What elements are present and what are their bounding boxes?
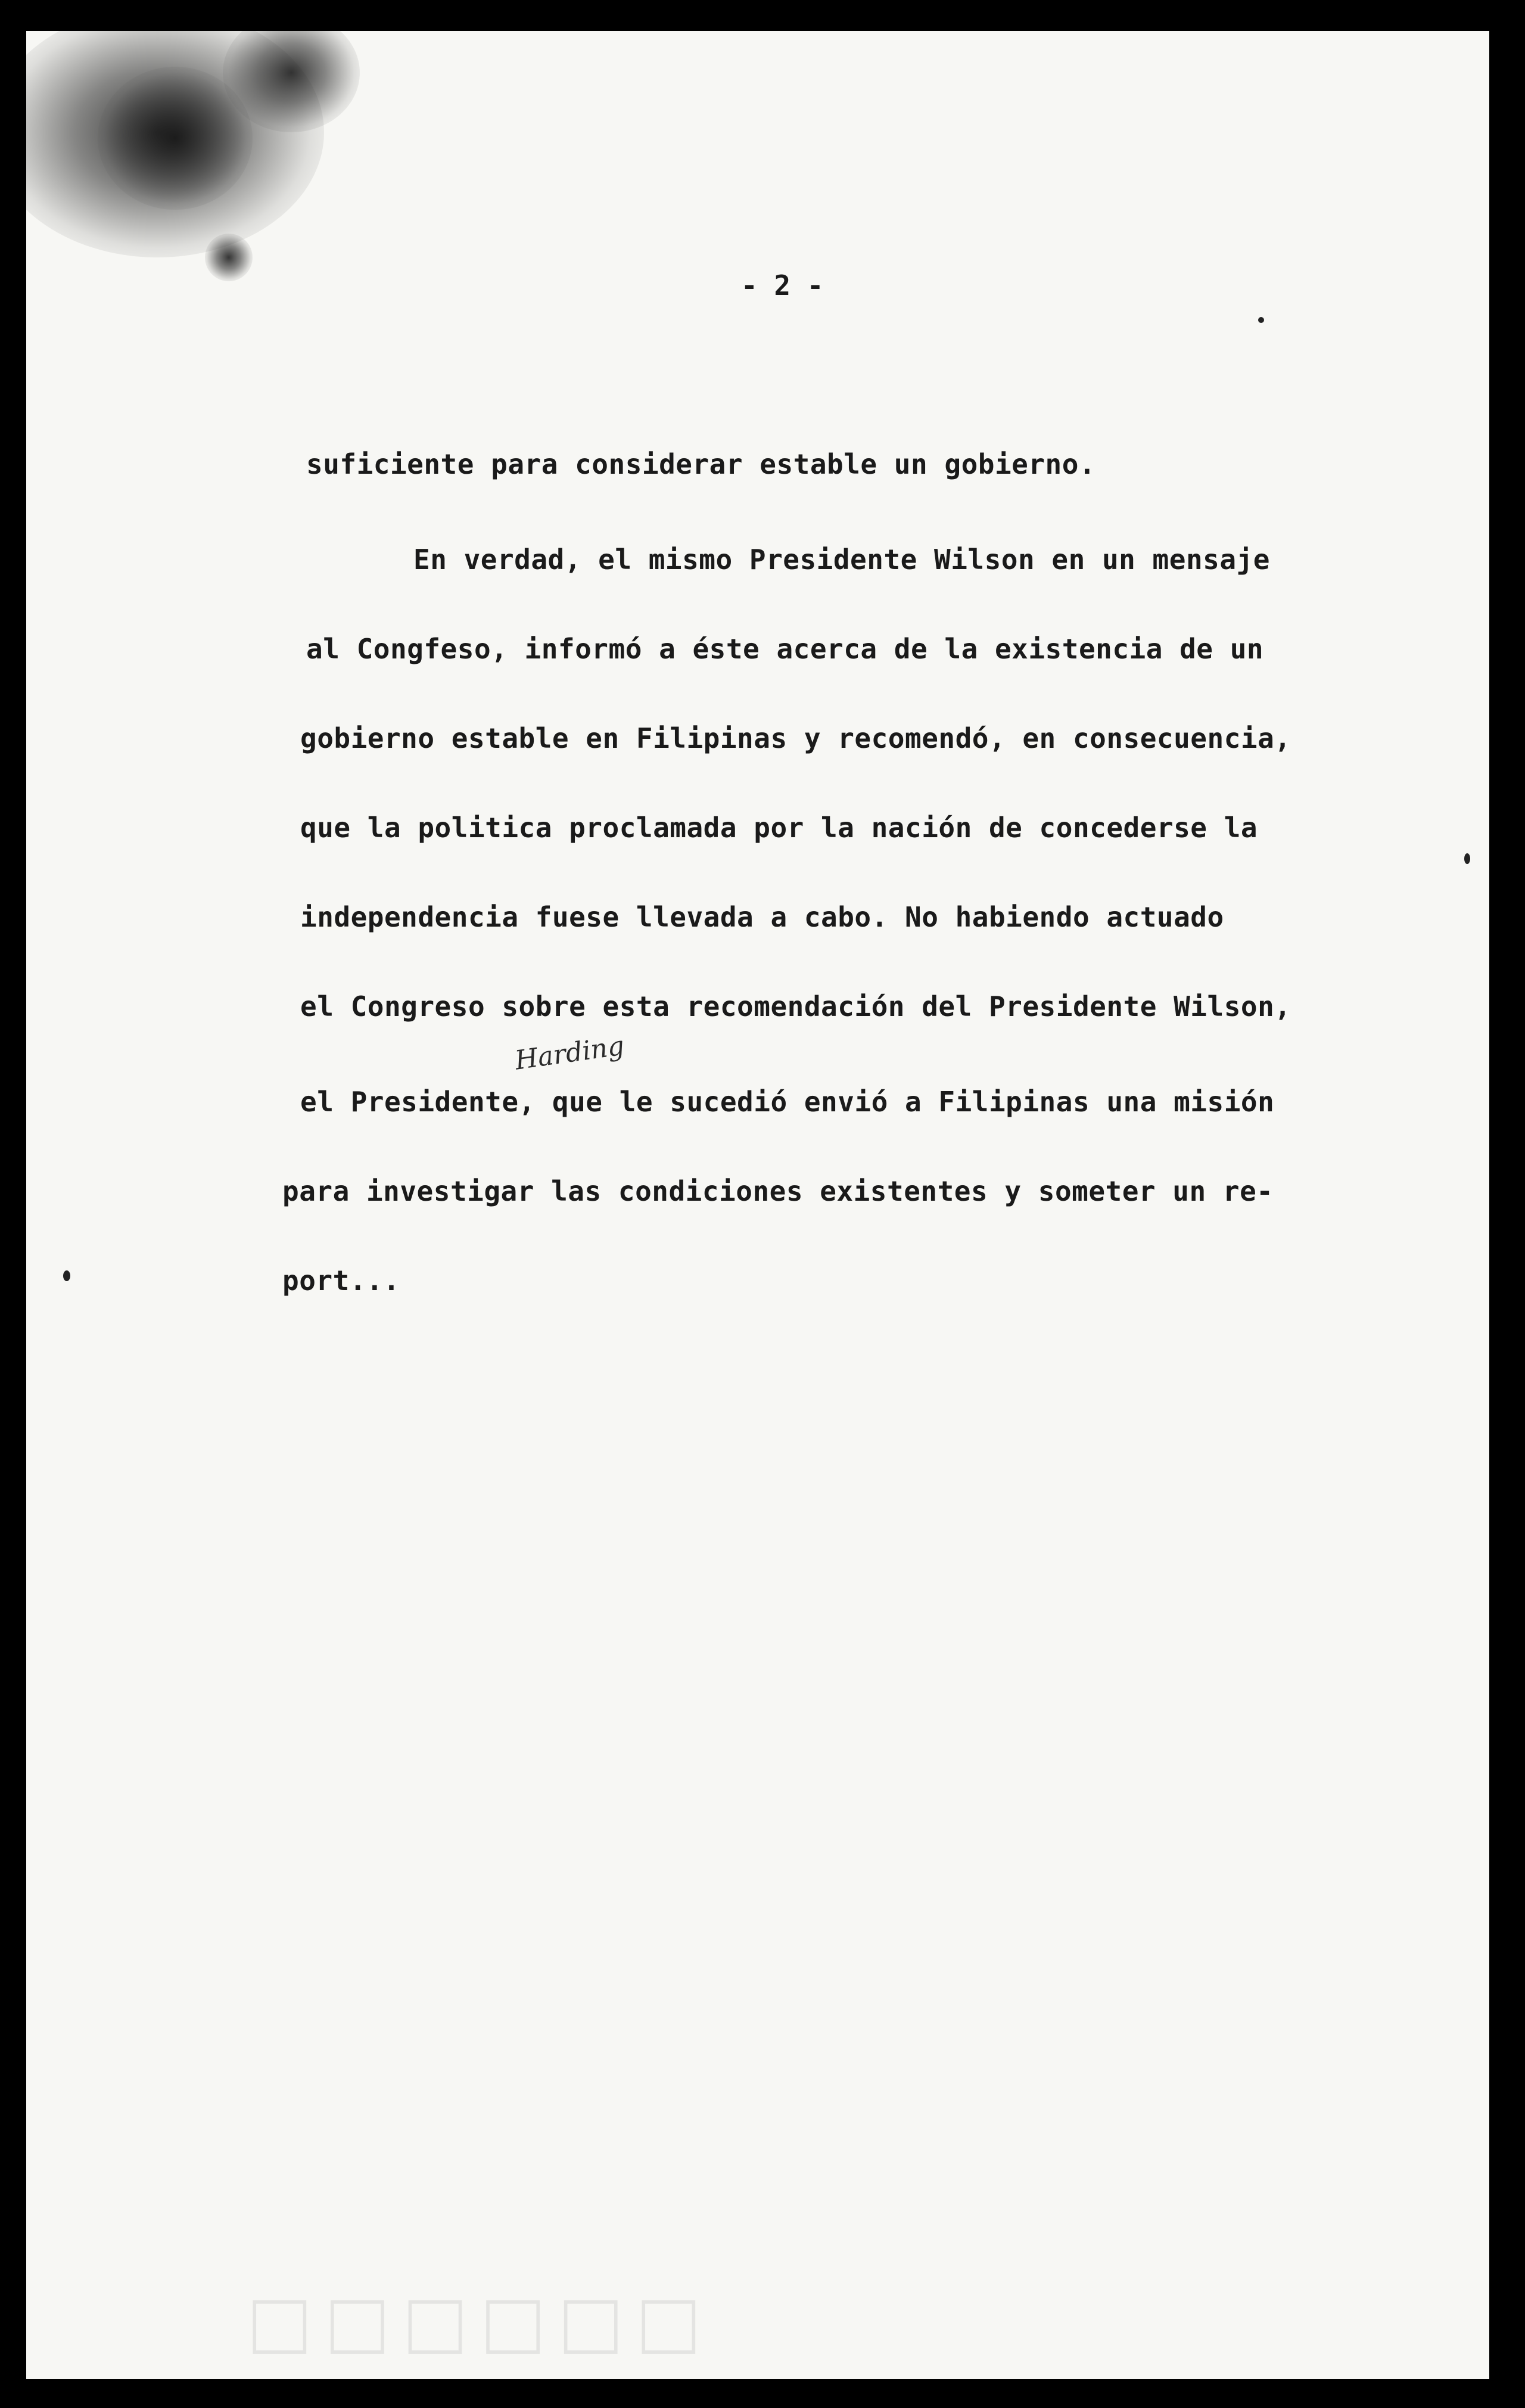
document-page (26, 31, 1489, 2379)
ink-speck (1464, 853, 1470, 864)
text-line-5: que la politica proclamada por la nación de concederse la (300, 812, 1258, 844)
ink-speck (1258, 317, 1264, 323)
faint-watermark: □□□□□□ (253, 2273, 720, 2373)
text-line-10: port... (282, 1264, 400, 1297)
text-line-9: para investigar las condiciones existentes y someter un re- (282, 1175, 1274, 1207)
text-line-6: independencia fuese llevada a cabo. No habiendo actuado (300, 901, 1224, 933)
text-line-1: suficiente para considerar estable un gobierno. (306, 448, 1096, 480)
text-line-7: el Congreso sobre esta recomendación del Presidente Wilson, (300, 990, 1291, 1023)
text-line-4: gobierno estable en Filipinas y recomendó, en consecuencia, (300, 722, 1291, 754)
page-number: - 2 - (741, 269, 824, 302)
ink-speck (63, 1270, 70, 1281)
ink-stain (205, 234, 253, 281)
handwritten-insertion: Harding (513, 1030, 627, 1076)
text-line-2: En verdad, el mismo Presidente Wilson en un mensaje (413, 543, 1270, 576)
text-line-8: el Presidente, que le sucedió envió a Filipinas una misión (300, 1086, 1275, 1118)
text-line-3: al Congfeso, informó a éste acerca de la existencia de un (306, 633, 1264, 665)
